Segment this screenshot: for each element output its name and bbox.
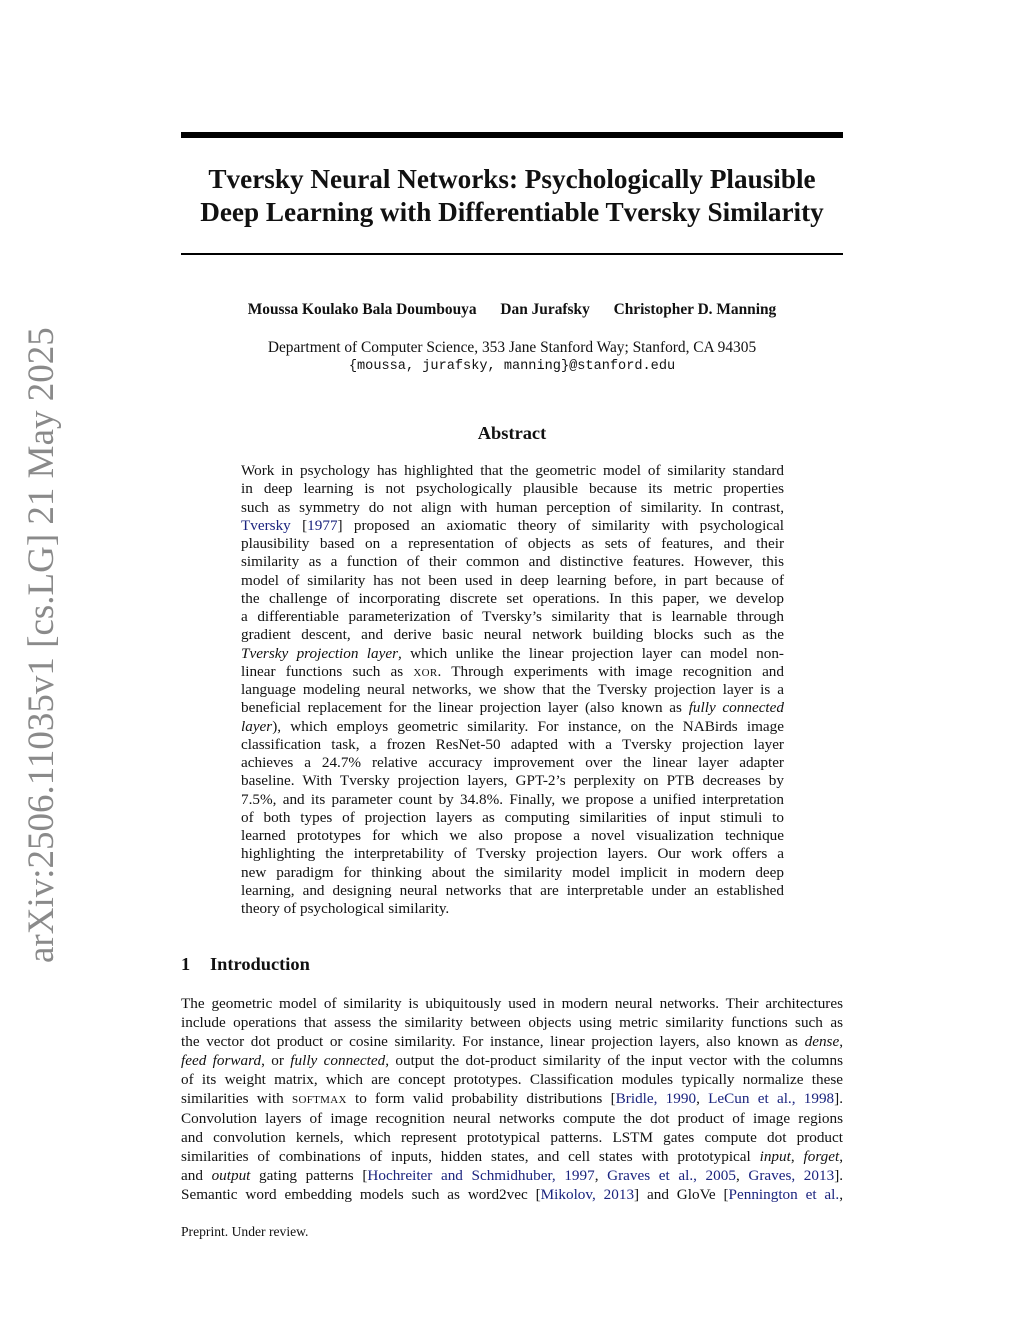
abstract-line [241,645,784,663]
citation-link[interactable]: 1977 [307,516,338,534]
body-text-run: , output the dot-product similarity of the input vector with the columns [385,1052,843,1070]
title-top-rule [181,132,843,138]
citation-link[interactable]: Bridle, 1990 [615,1090,697,1108]
abstract-heading: Abstract [477,423,547,443]
abstract-line: plausibility based on a representation of objects as sets of features, and their [241,535,784,552]
body-text-run: the vector dot product or cosine similarity. For instance, linear projection layers, also known as [181,1033,798,1051]
emphasis-text: Tversky projection layer [241,644,399,662]
emphasis-text: layer [241,717,273,735]
emphasis-text: feed forward [181,1052,262,1070]
section-heading-introduction [181,953,310,975]
body-text-run: ]. [834,1166,844,1184]
abstract-text [241,462,784,918]
abstract-text-run: , which unlike the linear projection layer can model non- [398,644,784,662]
citation-link[interactable]: Mikolov, 2013 [540,1185,635,1203]
author-name: Christopher D. Manning [613,301,777,318]
body-line: and convolution kernels, which represent prototypical patterns. LSTM gates compute dot product [181,1128,843,1146]
body-line: and output gating patterns [Hochreiter and Schmidhuber, 1997, Graves et al., 2005, Graves, 2013]. [181,1166,844,1184]
body-text-run: similarities of combinations of inputs, hidden states, and cell states with prototypical [181,1147,751,1165]
body-line: similarities with softmax to form valid probability distributions [Bridle, 1990, LeCun et al., 1998]. [181,1090,844,1108]
abstract-line: Tversky [1977] proposed an axiomatic theory of similarity with psychological [241,516,784,534]
abstract-line: learned prototypes for which we also propose a novel visualization technique [241,827,784,844]
emphasis-text: output [211,1166,251,1184]
emphasis-text: fully connected [290,1052,386,1070]
author-list [181,300,843,320]
emphasis-text: fully connected [688,699,784,717]
author-emails: {moussa, jurafsky, manning}@stanford.edu [348,359,676,374]
body-text-run: and [181,1166,203,1184]
affiliation: Department of Computer Science, 353 Jane Stanford Way; Stanford, CA 94305 [267,339,757,356]
body-line: similarities of combinations of inputs, hidden states, and cell states with prototypical input, forget, [181,1147,844,1165]
small-caps-term: softmax [292,1090,347,1108]
abstract-line: of both types of projection layers as computing similarities of input stimuli to [241,808,784,826]
abstract-line [241,699,784,717]
title-line-1: Tversky Neural Networks: Psychologically Plausible [208,164,816,194]
author-name: Dan Jurafsky [500,301,590,318]
emphasis-text: input [759,1147,791,1165]
body-text-run: ] and GloVe [ [634,1185,729,1203]
paper-title [181,163,843,229]
citation-link[interactable]: Hochreiter and Schmidhuber, 1997 [367,1166,595,1184]
emphasis-text: forget [803,1147,840,1165]
abstract-line [241,718,784,736]
abstract-line: Work in psychology has highlighted that the geometric model of similarity standard [241,462,784,479]
body-line [181,1185,843,1204]
body-text-run: , or [261,1052,284,1070]
abstract-line: such as symmetry do not align with human perception of similarity. In contrast, [241,498,784,516]
body-line: include operations that assess the similarity between objects using metric similarity functions such as [181,1014,843,1032]
abstract-text-run: beneficial replacement for the linear projection layer (also known as [241,699,682,717]
section-title: Introduction [210,954,310,974]
abstract-line: model of similarity has not been used in deep learning before, in part because of [241,571,784,589]
arxiv-identifier-stamp: arXiv:2506.11035v1 [cs.LG] 21 May 2025 [21,327,62,963]
abstract-line: language modeling neural networks, we show that the Tversky projection layer is a [241,681,784,698]
abstract-line: 7.5%, and its parameter count by 34.8%. Finally, we propose a unified interpretation [241,790,784,808]
body-line: the vector dot product or cosine similarity. For instance, linear projection layers, also known as dense, [181,1033,843,1051]
emphasis-text: dense [804,1033,840,1051]
citation-link[interactable]: Graves et al., 2005 [607,1166,736,1184]
abstract-text-run: ), which employs geometric similarity. For instance, on the NABirds image [272,717,784,735]
abstract-line: theory of psychological similarity. [241,900,450,917]
title-bottom-rule [181,253,843,255]
citation-link[interactable]: Tversky [241,516,291,534]
introduction-text [181,994,843,1204]
abstract-text-run: . Through experiments with image recognition and [437,662,784,680]
author-name: Moussa Koulako Bala Doumbouya [247,301,477,318]
affiliation-block [181,338,843,376]
abstract-line: new paradigm for thinking about the similarity model implicit in modern deep [241,863,784,881]
abstract-line: highlighting the interpretability of Tversky projection layers. Our work offers a [241,845,784,863]
body-text-run: similarities with [181,1090,284,1108]
preprint-footer: Preprint. Under review. [181,1224,309,1239]
body-line [181,1051,843,1070]
citation-link[interactable]: Pennington et al. [728,1185,840,1203]
body-text-run: ]. [834,1090,844,1108]
citation-link[interactable]: Graves, 2013 [748,1166,835,1184]
abstract-line: classification task, a frozen ResNet-50 adapted with a Tversky projection layer [241,735,784,753]
body-line: The geometric model of similarity is ubiquitously used in modern neural networks. Their architectures [181,995,843,1012]
body-text-run: gating patterns [ [259,1166,368,1184]
body-line: of its weight matrix, which are concept prototypes. Classification modules typically normalize these [181,1071,843,1089]
abstract-text-run: linear functions such as [241,662,404,680]
abstract-line: in deep learning is not psychologically plausible because its metric properties [241,480,784,498]
abstract-line: baseline. With Tversky projection layers, GPT-2’s perplexity on PTB decreases by [241,772,784,790]
abstract-line [241,663,784,681]
abstract-line: learning, and designing neural networks that are interpretable under an established [241,881,784,899]
abstract-text-run: proposed an axiomatic theory of similarity with psychological [353,516,784,534]
small-caps-term: xor [413,662,438,680]
citation-link[interactable]: LeCun et al., 1998 [708,1090,835,1108]
body-text-run: Semantic word embedding models such as word2vec [ [181,1185,541,1203]
body-text-run: , [839,1185,843,1203]
body-text-run: to form valid probability distributions [ [354,1090,616,1108]
abstract-line: the challenge of incorporating discrete set operations. In this paper, we develop [241,589,784,607]
abstract-line: a differentiable parameterization of Tversky’s similarity that is learnable through [241,608,784,625]
title-line-2: Deep Learning with Differentiable Tversky Similarity [200,197,824,227]
abstract-line: similarity as a function of their common and distinctive features. However, this [241,553,784,571]
body-line: Convolution layers of image recognition neural networks compute the dot product of image regions [181,1109,843,1127]
abstract-line: achieves a 24.7% relative accuracy improvement over the linear layer adapter [241,754,784,771]
section-number: 1 [181,954,191,974]
abstract-line: gradient descent, and derive basic neural network building blocks such as the [241,626,784,644]
